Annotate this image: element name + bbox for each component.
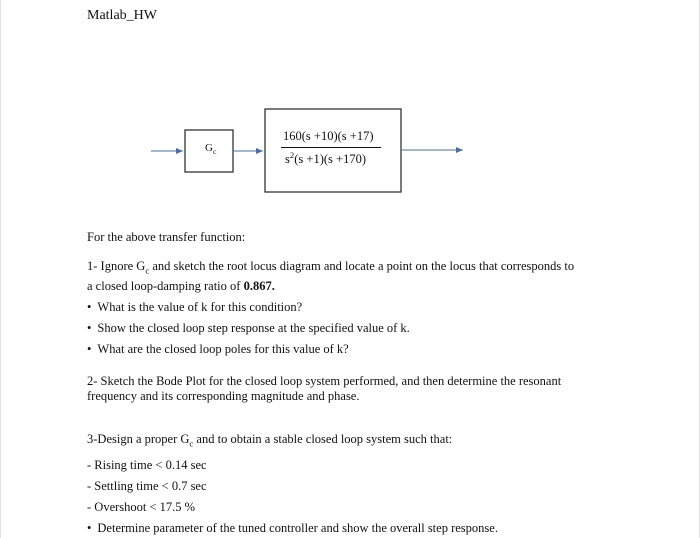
question-2 <box>87 374 627 404</box>
block-diagram <box>1 0 700 210</box>
question-3 <box>87 432 647 536</box>
fraction-bar <box>281 147 381 148</box>
q2-line-2: frequency and its corresponding magnitude and phase. <box>87 389 360 403</box>
q2-line-1: 2- Sketch the Bode Plot for the closed loop system performed, and then determine the resonant <box>87 374 562 388</box>
q1-bullet-1: • What is the value of k for this condition? <box>87 300 627 315</box>
plant-numerator: 160(s +10)(s +17) <box>283 129 374 143</box>
q1-bullet-2: • Show the closed loop step response at the specified value of k. <box>87 321 627 336</box>
q3-spec-settling-time: - Settling time < 0.7 sec <box>87 478 207 493</box>
document-title: Matlab_HW <box>87 8 157 23</box>
q1-line-2: a closed loop-damping ratio of 0.867. <box>87 278 275 293</box>
q1-line-1: 1- Ignore $G_c$ and sketch the root locus diagram and locate a point on the locus that corresponds to <box>87 259 575 276</box>
plant-denominator: $s^2(s +1)(s +170)$ <box>285 150 366 167</box>
controller-label: $G_c$ <box>205 142 217 157</box>
question-1 <box>87 259 627 357</box>
q3-spec-overshoot: - Overshoot < 17.5 % <box>87 499 196 514</box>
q3-bullet: • Determine parameter of the tuned controller and show the overall step response. <box>87 521 647 536</box>
q3-line-1: 3-Design a proper $G_c$ and to obtain a stable closed loop system such that: <box>87 432 453 449</box>
q3-spec-rising-time: - Rising time < 0.14 sec <box>87 457 207 472</box>
q1-bullet-3: • What are the closed loop poles for this value of k? <box>87 342 627 357</box>
intro-text: For the above transfer function: <box>87 230 246 244</box>
